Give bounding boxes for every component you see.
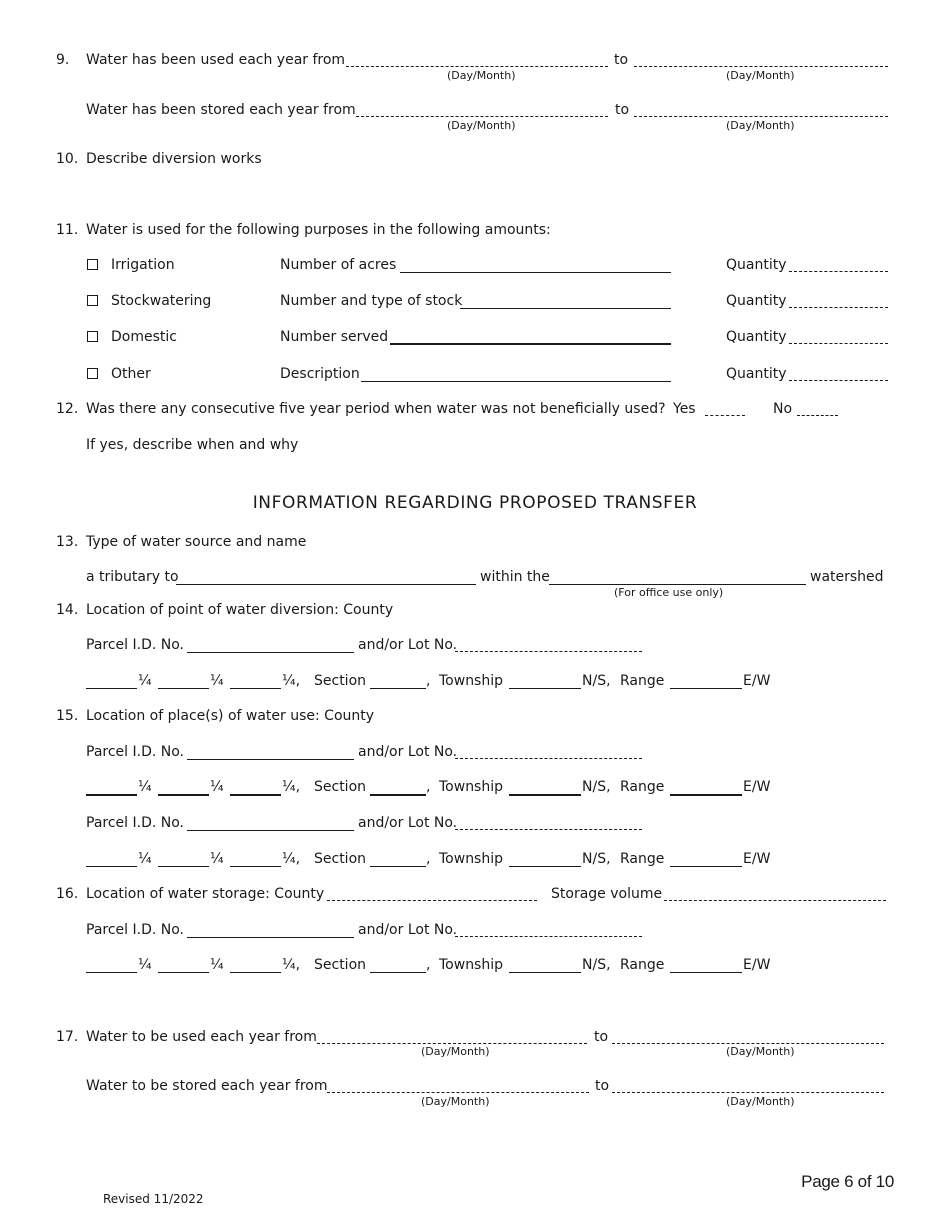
- q16-range-label: Range: [620, 957, 665, 973]
- q14-quarter-1-field[interactable]: [86, 688, 137, 689]
- number-served-field[interactable]: [390, 343, 671, 345]
- q14-parcel-field[interactable]: [187, 652, 354, 653]
- q15-quarter-1-field[interactable]: [86, 794, 137, 796]
- q15-lot-1-field[interactable]: [455, 758, 642, 759]
- q15-parcel-2-field[interactable]: [187, 830, 354, 831]
- q14-quarter-1-label: ¼: [138, 673, 152, 689]
- q17-stored-to-caption: (Day/Month): [726, 1095, 795, 1108]
- q14-section-comma: ,: [426, 673, 431, 689]
- q9-used-to-caption: (Day/Month): [726, 69, 795, 82]
- q16-label: Location of water storage: County: [86, 886, 325, 902]
- q14-township-label: Township: [439, 673, 504, 689]
- q15-parcel-1-label: Parcel I.D. No.: [86, 744, 184, 760]
- q16-lot-field[interactable]: [455, 936, 642, 937]
- q9-stored-to-label: to: [615, 102, 630, 118]
- q16-quarter-1-label: ¼: [138, 957, 152, 973]
- q12-no-label: No: [773, 401, 793, 417]
- irrigation-quantity-label: Quantity: [726, 257, 787, 273]
- q16-number: 16.: [56, 886, 79, 902]
- other-checkbox[interactable]: [87, 368, 98, 379]
- q15b-quarter-2-field[interactable]: [158, 866, 209, 867]
- q11-label: Water is used for the following purposes in the following amounts:: [86, 222, 551, 238]
- q15b-ew-label: E/W: [743, 851, 771, 867]
- q15-range-label: Range: [620, 779, 665, 795]
- revision-date: Revised 11/2022: [103, 1192, 204, 1206]
- q15b-quarter-1-field[interactable]: [86, 866, 137, 867]
- watershed-label: watershed: [810, 569, 884, 585]
- other-quantity-label: Quantity: [726, 366, 787, 382]
- q16-section-field[interactable]: [370, 972, 426, 973]
- q15-lot-2-label: and/or Lot No.: [358, 815, 458, 831]
- q9-used-from-field[interactable]: [346, 66, 608, 67]
- number-served-label: Number served: [280, 329, 389, 345]
- q17-used-from-caption: (Day/Month): [421, 1045, 490, 1058]
- q16-range-field[interactable]: [670, 972, 742, 973]
- stockwatering-quantity-field[interactable]: [789, 307, 888, 308]
- q15-section-comma: ,: [426, 779, 431, 795]
- q15b-township-label: Township: [439, 851, 504, 867]
- q15-parcel-1-field[interactable]: [187, 759, 354, 760]
- q15-section-label: Section: [314, 779, 367, 795]
- q15b-section-label: Section: [314, 851, 367, 867]
- q12-no-field[interactable]: [797, 415, 838, 416]
- q15-parcel-2-label: Parcel I.D. No.: [86, 815, 184, 831]
- q15b-quarter-3-label: ¼,: [282, 851, 301, 867]
- other-label: Other: [111, 366, 151, 382]
- q14-quarter-3-label: ¼,: [282, 673, 301, 689]
- q9-stored-to-caption: (Day/Month): [726, 119, 795, 132]
- q16-quarter-1-field[interactable]: [86, 972, 137, 973]
- q10-number: 10.: [56, 151, 79, 167]
- q15-quarter-2-label: ¼: [210, 779, 224, 795]
- other-quantity-field[interactable]: [789, 380, 888, 381]
- q14-quarter-3-field[interactable]: [230, 688, 281, 689]
- q16-parcel-label: Parcel I.D. No.: [86, 922, 184, 938]
- q9-used-label: Water has been used each year from: [86, 52, 346, 68]
- stock-type-label: Number and type of stock: [280, 293, 463, 309]
- q17-stored-to-label: to: [595, 1078, 610, 1094]
- q15b-range-field[interactable]: [670, 866, 742, 867]
- q12-yes-field[interactable]: [705, 415, 745, 416]
- q15-number: 15.: [56, 708, 79, 724]
- within-label: within the: [480, 569, 550, 585]
- domestic-checkbox[interactable]: [87, 331, 98, 342]
- q9-number: 9.: [56, 52, 70, 68]
- q9-stored-to-field[interactable]: [634, 116, 888, 117]
- q15-lot-1-label: and/or Lot No.: [358, 744, 458, 760]
- q15-lot-2-field[interactable]: [455, 829, 642, 830]
- q15-quarter-3-field[interactable]: [230, 794, 281, 796]
- q12-label: Was there any consecutive five year period when water was not beneficially used?: [86, 401, 666, 417]
- tributary-label: a tributary to: [86, 569, 179, 585]
- q16-township-field[interactable]: [509, 972, 581, 973]
- q17-stored-from-field[interactable]: [327, 1092, 589, 1093]
- q15b-quarter-1-label: ¼: [138, 851, 152, 867]
- q14-lot-field[interactable]: [455, 651, 642, 652]
- q17-stored-to-field[interactable]: [612, 1092, 884, 1093]
- q14-ns-label: N/S,: [582, 673, 611, 689]
- storage-volume-field[interactable]: [664, 900, 886, 901]
- q15-ew-label: E/W: [743, 779, 771, 795]
- q16-ns-label: N/S,: [582, 957, 611, 973]
- q17-used-to-caption: (Day/Month): [726, 1045, 795, 1058]
- description-label: Description: [280, 366, 360, 382]
- q15-township-label: Township: [439, 779, 504, 795]
- q17-used-to-field[interactable]: [612, 1043, 884, 1044]
- q15-ns-label: N/S,: [582, 779, 611, 795]
- q13-label: Type of water source and name: [86, 534, 307, 550]
- domestic-label: Domestic: [111, 329, 177, 345]
- q16-quarter-2-field[interactable]: [158, 972, 209, 973]
- q15b-ns-label: N/S,: [582, 851, 611, 867]
- q16-lot-label: and/or Lot No.: [358, 922, 458, 938]
- q9-stored-label: Water has been stored each year from: [86, 102, 356, 118]
- office-use-caption: (For office use only): [614, 586, 724, 599]
- q15-range-field[interactable]: [670, 794, 742, 796]
- q12-yes-label: Yes: [673, 401, 696, 417]
- irrigation-checkbox[interactable]: [87, 259, 98, 270]
- domestic-quantity-label: Quantity: [726, 329, 787, 345]
- page-number: Page 6 of 10: [801, 1172, 894, 1191]
- q17-stored-from-caption: (Day/Month): [421, 1095, 490, 1108]
- q17-stored-label: Water to be stored each year from: [86, 1078, 328, 1094]
- watershed-field[interactable]: [549, 584, 806, 585]
- q14-parcel-label: Parcel I.D. No.: [86, 637, 184, 653]
- q15b-quarter-2-label: ¼: [210, 851, 224, 867]
- q14-section-label: Section: [314, 673, 367, 689]
- q14-township-field[interactable]: [509, 688, 581, 689]
- q16-section-label: Section: [314, 957, 367, 973]
- q16-quarter-3-label: ¼,: [282, 957, 301, 973]
- stockwatering-label: Stockwatering: [111, 293, 212, 309]
- number-of-acres-field[interactable]: [400, 272, 671, 273]
- tributary-field[interactable]: [176, 584, 476, 585]
- q15-quarter-1-label: ¼: [138, 779, 152, 795]
- q9-used-to-field[interactable]: [634, 66, 888, 67]
- q15-quarter-2-field[interactable]: [158, 794, 209, 796]
- description-field[interactable]: [361, 381, 671, 382]
- q9-stored-from-field[interactable]: [356, 116, 608, 117]
- q16-parcel-field[interactable]: [187, 937, 354, 938]
- q16-ew-label: E/W: [743, 957, 771, 973]
- irrigation-quantity-field[interactable]: [789, 271, 888, 272]
- q9-used-to-label: to: [614, 52, 629, 68]
- q16-section-comma: ,: [426, 957, 431, 973]
- q16-quarter-2-label: ¼: [210, 957, 224, 973]
- number-of-acres-label: Number of acres: [280, 257, 397, 273]
- q14-quarter-2-field[interactable]: [158, 688, 209, 689]
- q11-number: 11.: [56, 222, 79, 238]
- q15-township-field[interactable]: [509, 794, 581, 796]
- q14-number: 14.: [56, 602, 79, 618]
- q15b-section-field[interactable]: [370, 866, 426, 867]
- storage-volume-label: Storage volume: [551, 886, 663, 902]
- q16-quarter-3-field[interactable]: [230, 972, 281, 973]
- q15b-township-field[interactable]: [509, 866, 581, 867]
- section-heading: INFORMATION REGARDING PROPOSED TRANSFER: [252, 493, 698, 513]
- q14-section-field[interactable]: [370, 688, 426, 689]
- q16-township-label: Township: [439, 957, 504, 973]
- stockwatering-quantity-label: Quantity: [726, 293, 787, 309]
- irrigation-label: Irrigation: [111, 257, 175, 273]
- q16-county-field[interactable]: [327, 900, 537, 901]
- q14-ew-label: E/W: [743, 673, 771, 689]
- q14-label: Location of point of water diversion: County: [86, 602, 394, 618]
- q17-number: 17.: [56, 1029, 79, 1045]
- q12-if-yes-label: If yes, describe when and why: [86, 437, 299, 453]
- q15-section-field[interactable]: [370, 794, 426, 796]
- q15b-range-label: Range: [620, 851, 665, 867]
- q14-range-label: Range: [620, 673, 665, 689]
- q9-used-from-caption: (Day/Month): [447, 69, 516, 82]
- stock-type-field[interactable]: [460, 308, 671, 309]
- domestic-quantity-field[interactable]: [789, 343, 888, 344]
- q14-range-field[interactable]: [670, 688, 742, 689]
- q15b-section-comma: ,: [426, 851, 431, 867]
- q10-label: Describe diversion works: [86, 151, 262, 167]
- q15b-quarter-3-field[interactable]: [230, 866, 281, 867]
- q13-number: 13.: [56, 534, 79, 550]
- q9-stored-from-caption: (Day/Month): [447, 119, 516, 132]
- q14-quarter-2-label: ¼: [210, 673, 224, 689]
- q15-label: Location of place(s) of water use: County: [86, 708, 375, 724]
- q17-used-from-field[interactable]: [317, 1043, 587, 1044]
- q17-used-to-label: to: [594, 1029, 609, 1045]
- q14-lot-label: and/or Lot No.: [358, 637, 458, 653]
- q15-quarter-3-label: ¼,: [282, 779, 301, 795]
- q17-used-label: Water to be used each year from: [86, 1029, 317, 1045]
- q12-number: 12.: [56, 401, 79, 417]
- stockwatering-checkbox[interactable]: [87, 295, 98, 306]
